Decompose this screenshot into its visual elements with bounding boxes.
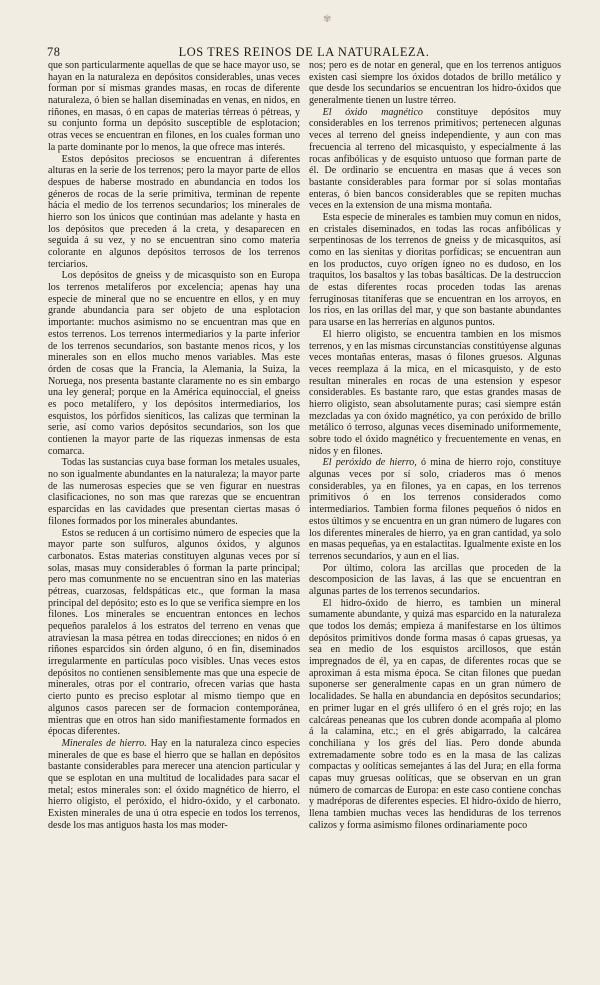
paragraph: Todas las sustancias cuya base forman los metales usuales, no son igualmente abundantes en la naturaleza; la mayor parte de las numerosas especies que se ven figurar en nuestras clasificaciones, no son mas que rarezas que se encuentran esparcidas en las cavidades que presentan ciertas masas ó filones formados por los minerales abundantes. <box>48 457 300 527</box>
paragraph: Por último, colora las arcillas que proceden de la descomposicion de las lavas, á las que se encuentran en algunas partes de los terrenos secundarios. <box>309 562 561 597</box>
ornament-mark: ✾ <box>323 14 332 25</box>
paragraph-text: Hay en la naturaleza cinco especies minerales de que es base el hierro que se hallan en depósitos bastante considerables para merecer una atencion particular y que se esplotan en una multitud de localidades para sacar el metal; estos minerales son: el óxido magnético de hierro, el hierro oligisto, el peróxido, el hidro-óxido, y el carbonato. Existen minerales de una ú otra especie en todos los terrenos, desde los mas antiguos hasta los mas moder- <box>48 737 301 831</box>
paragraph: Esta especie de minerales es tambien muy comun en nidos, en cristales diseminados, en todas las rocas anfibólicas y serpentinosas de los terrenos de gneiss y de micasquitos, así como en las sienitas y dioritas porfídicas; se encuentran aun en los productos, cuyo orígen ígneo no es dudoso, en los traquitos, los basaltos y las tobas basálticas. De la destruccion de estas diferentes rocas proceden todas las arenas ferruginosas titaníferas que se encuentran en los arroyos, en los rios, en las orillas del mar, y que son bastante abundantes para usarse en las herrerías en algunos puntos. <box>309 211 561 329</box>
right-column <box>309 60 561 831</box>
section-lead: El peróxido de hierro, <box>322 457 417 469</box>
paragraph: que son particularmente aquellas de que se hace mayor uso, se hayan en la naturaleza en depósitos considerables, unas veces forman por sí mismas grandes masas, en rocas de diferente naturaleza, ó bien se hallan diseminadas en venas, en nidos, en riñones, en masas, ó en capas de materias térreas ó pétreas, y su conjunto forma un depósito susceptible de esplotacion; otras veces se encuentran en filones, en los cuales forman uno la parte dominante por lo menos, la que ofrece mas interés. <box>48 60 300 153</box>
paragraph: Estos se reducen á un cortísimo número de especies que la mayor parte son sulfuros, algunos óxidos, y algunos carbonatos. Estas materias constituyen algunas veces por sí solas, masas muy considerables ó forman la parte principal; pero mas comunmente no se encuentran sino en las materias pétreas, cuarzosas, feldspáticas etc., que forman la masa principal del depósito; esto es lo que se verifica siempre en los filones. Los minerales se encuentran entonces en lechos pequeños paralelos á los estratos del terreno en venas que atraviesan la masa pétrea en todas direcciones; en nidos ó en riñones esparcidos sin órden alguno, ó en fin, diseminados irregularmente en partículas poco visibles. Unas veces estos depósitos no contienen sensiblemente mas que una especie de minerales, otras por el contrario, ofrecen varias que hasta cierto punto es preciso esplotar al mismo tiempo que en algunos casos parecen ser de formacion contemporánea, mientras que en otros han sido manifiestamente formados en épocas diferentes. <box>48 527 300 738</box>
page-number: 78 <box>47 45 61 59</box>
section-lead: Minerales de hierro. <box>61 737 147 749</box>
paragraph <box>309 107 561 212</box>
paragraph-text: ó mina de hierro rojo, constituye algunas veces por sí solo, criaderos mas ó menos considerables, ya en filones, ya en capas, en los terrenos primitivos ó en los terrenos considerados como intermediarios. Tambien forma filones pequeños ó nidos en estos últimos y se encuentra en un gran número de lugares con los diferentes minerales de hierro, ya en gran cantidad, ya solo en masas pequeñas, ya en estalactitas. Igualmente existe en los terrenos secundarios, y aun en el lias. <box>309 457 561 562</box>
paragraph: El hidro-óxido de hierro, es tambien un mineral sumamente abundante, y quizá mas esparcido en la naturaleza que todos los demás; empieza á manifestarse en los últimos depósitos primitivos donde forma masas ó capas gruesas, ya sea en medio de los esquistos arcillosos, que están impregnados de él, ya en capas, de diferentes rocas que se aproximan á esta misma época. Se citan filones que puedan suponerse ser generalmente capas en un gran número de localidades. Se halla en abundancia en depósitos secundarios; en primer lugar en el grés ullifero ó en el grés rojo; en las calcáreas peneanas que los cubren donde acompaña al plomo á la calamina, etc.; en el grés abigarrado, la calcárea conchiliana y los grés del lias. Pero donde abunda extremadamente sobre todo es en la masa de las calizas compactas y oolíticas semejantes á las del Jura; en ella forma capas muy gruesas oolíticas, que se observan en un gran número de comarcas de Europa: en este caso contiene conchas y madréporas de diferentes especies. El hidro-óxido de hierro, llena tambien muchas veces las hendiduras de los terrenos calizos y forma asimismo filones ordinariamente poco <box>309 597 561 831</box>
paragraph: El hierro oligisto, se encuentra tambien en los mismos terrenos, y en las mismas circunstancias constitúyense algunas veces montañas enteras, masas ó filones gruesos. Algunas veces reemplaza á la mica, en el micasquisto, y de esto resultan minerales en rocas de una estension y espesor considerables. Es bastante raro, que estas grandes masas de hierro oligisto, sean absolutamente puras; casi siempre están mezcladas ya con óxido magnético, ya con peróxido de brillo metálico ó terroso, algunas veces diseminado uniformemente, sobre todo el óxido magnético y frecuentemente en venas, en nidos y en filones. <box>309 328 561 457</box>
running-title: LOS TRES REINOS DE LA NATURALEZA. <box>178 45 430 59</box>
paragraph <box>48 738 300 832</box>
paragraph-text: constituye depósitos muy considerables en los terrenos primitivos; pertenecen algunas veces al terreno del gneiss independiente, y aun con mas frecuencia al terreno del micasquisto, y especialmente á las rocas anfibólicas y de esquisto untuoso que forman parte de él. De ordinario se encuentra en masas que á veces son bastante considerables para formar por sí solas montañas enteras, ó bien bancos considerables que se repiten muchas veces en la extension de una misma montaña. <box>309 106 561 212</box>
left-column <box>48 60 300 831</box>
paragraph: nos; pero es de notar en general, que en los terrenos antiguos existen casi siempre los óxidos dotados de brillo metálico y que desde los secundarios se encuentran los hidro-óxidos que generalmente tienen un lustre térreo. <box>309 60 561 107</box>
paragraph <box>309 457 561 562</box>
paragraph: Los depósitos de gneiss y de micasquisto son en Europa los terrenos metalíferos por excelencia; apenas hay una especie de mineral que no se encuentre en ellos, y en muy grande abundancia para ser objeto de una esplotacion importante: muchos asimismo no se encuentran mas que en estos terrenos. Los terrenos intermediarios y la parte inferior de los terrenos secundarios, son bastante menos ricos, y los minerales son en ellos mucho menos variables. Mas este órden de cosas que la Francia, la Alemania, la Suiza, la Noruega, nos presenta bastante claramente no es sin embargo una ley general; porque en la América equinoccial, el gneiss es poco metalífero, y los depósitos intermediarios, los esquistos, los pórfidos sieníticos, las calizas que terminan la serie, así como varios depósitos secundarios, son los que contienen la mayor parte de las riquezas inmensas de esta comarca. <box>48 270 300 457</box>
running-header <box>47 45 561 59</box>
paragraph: Estos depósitos preciosos se encuentran á diferentes alturas en la serie de los terrenos; pero la mayor parte de ellos despues de haberse mostrado en abundancia en todos los géneros de rocas de la serie primitiva, terminan de repente hácia el medio de los terrenos secundarios; los minerales de hierro son los únicos que continúan mas adelante y hasta en los depósitos que preceden á la creta, y desaparecen en seguida á su vez, y no se encuentran sino como materia colorante en algunos depósitos terrosos de los terrenos terciarios. <box>48 153 300 270</box>
section-lead: El óxido magnético <box>322 106 423 118</box>
